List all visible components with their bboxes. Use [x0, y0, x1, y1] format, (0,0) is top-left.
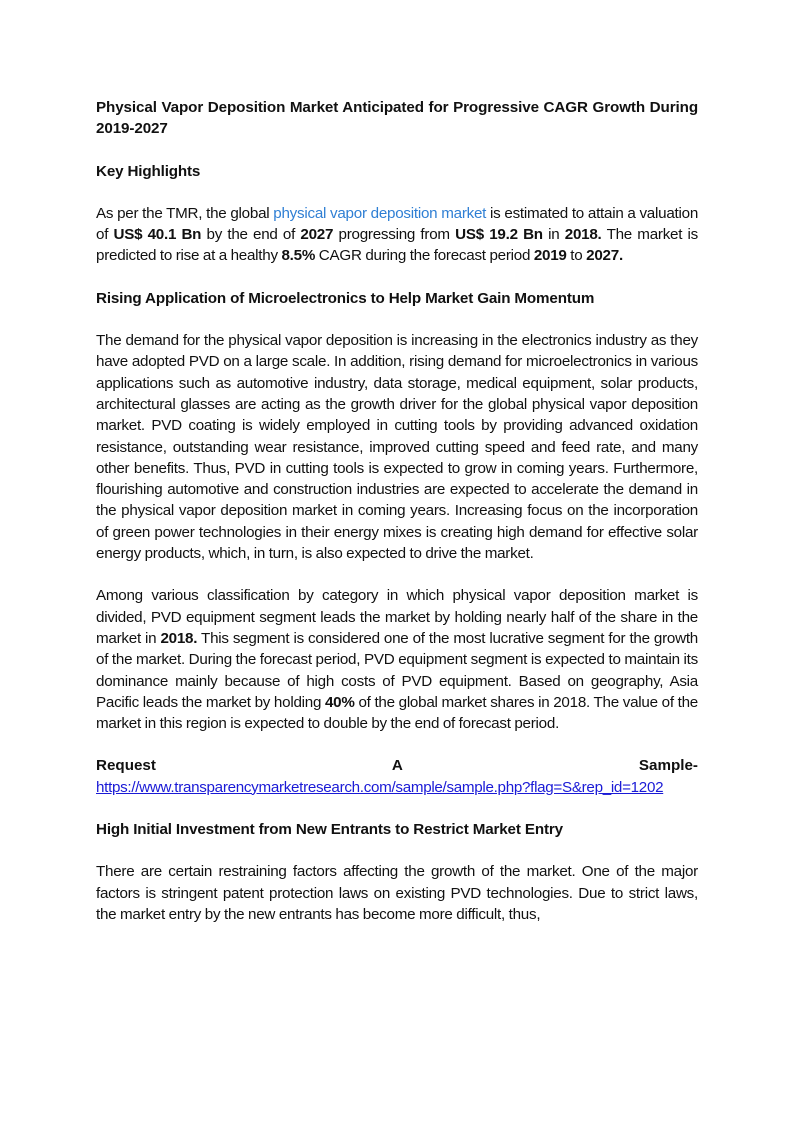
text-run: CAGR during the forecast period — [315, 247, 534, 265]
valuation-2018: US$ 19.2 Bn — [455, 226, 543, 244]
text-run: of the global market shares in 2018. The value of the market in this region is expected to double by the end of forecast period. — [96, 693, 698, 733]
forecast-end: 2027. — [586, 247, 623, 265]
document-body — [96, 97, 698, 946]
microelectronics-heading: Rising Application of Microelectronics to Help Market Gain Momentum — [96, 289, 595, 307]
text-run: As per the TMR, the global — [96, 204, 274, 222]
microelectronics-paragraph-2 — [96, 585, 698, 734]
key-highlights-heading: Key Highlights — [96, 162, 201, 180]
text-run: The market is predicted to rise at a healthy — [96, 226, 698, 265]
valuation-2027: US$ 40.1 Bn — [113, 226, 202, 244]
year-2027: 2027 — [300, 226, 334, 244]
request-sample-label — [96, 755, 698, 776]
forecast-start: 2019 — [533, 247, 567, 265]
cagr-value: 8.5% — [281, 247, 316, 265]
text-run: to — [566, 247, 587, 265]
text-run: is estimated to attain a valuation of — [96, 204, 699, 244]
sample-request-url-link[interactable]: https://www.transparencymarketresearch.com/sample/sample.php?flag=S&rep_id=1202 — [96, 778, 664, 796]
text-run: by the end of — [201, 226, 301, 244]
text-run: Among various classification by category in which physical vapor deposition market is divided, PVD equipment segment leads the market by holding nearly half of the share in the market in — [96, 587, 698, 647]
asia-pacific-share: 40% — [324, 693, 355, 711]
sample-word: Sample- — [638, 757, 698, 775]
text-run: progressing from — [333, 226, 456, 244]
document-title: Physical Vapor Deposition Market Anticipated for Progressive CAGR Growth During 2019-2027 — [96, 99, 698, 138]
investment-paragraph: There are certain restraining factors affecting the growth of the market. One of the major factors is stringent patent protection laws on existing PVD technologies. Due to strict laws, the market entry by the new entrants has become more difficult, thus, — [96, 863, 698, 923]
request-sample-block — [96, 755, 698, 798]
text-run: This segment is considered one of the most lucrative segment for the growth of the market. During the forecast period, PVD equipment segment is expected to maintain its dominance mainly because of high costs of PVD equipment. Based on geography, Asia Pacific leads the market by holding — [96, 629, 698, 711]
text-run: in — [542, 226, 565, 244]
a-word: A — [391, 757, 403, 775]
microelectronics-paragraph-1: The demand for the physical vapor deposition is increasing in the electronics industry as they have adopted PVD on a large scale. In addition, rising demand for microelectronics in various applications such as automotive industry, data storage, medical equipment, solar products, architectural glasses are acting as the growth driver for the global physical vapor deposition market. PVD coating is widely employed in cutting tools by providing advanced oxidation resistance, outstanding wear resistance, improved cutting speed and feed rate, and many other benefits. Thus, PVD in cutting tools is expected to grow in coming years. Furthermore, flourishing automotive and construction industries are expected to accelerate the demand in the physical vapor deposition market in coming years. Increasing focus on the incorporation of green power technologies in their energy mixes is creating high demand for effective solar energy products, which, in turn, is also expected to drive the market. — [96, 332, 698, 563]
key-highlights-paragraph — [96, 203, 698, 267]
investment-heading: High Initial Investment from New Entrants to Restrict Market Entry — [96, 821, 563, 839]
pvd-market-link[interactable]: physical vapor deposition market — [273, 204, 487, 222]
request-word: Request — [96, 757, 156, 775]
year-2018-bold: 2018. — [160, 629, 198, 647]
year-2018: 2018. — [564, 226, 602, 244]
